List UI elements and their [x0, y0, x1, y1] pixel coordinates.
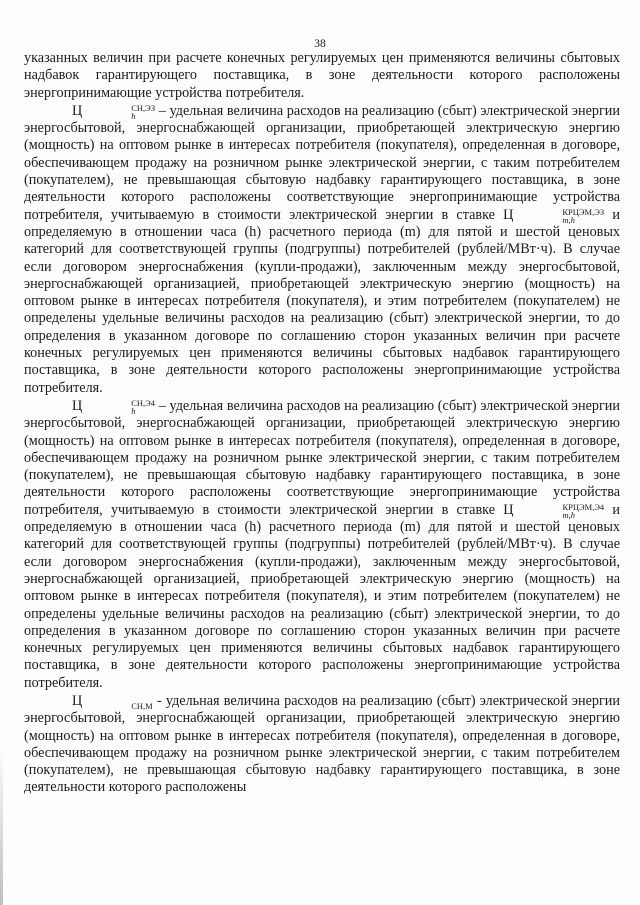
formula-subscript: m,h: [562, 509, 575, 520]
paragraph-text: и определяемую в отношении часа (h) расчетного периода (m) для пятой и шестой ценовых категорий для соответствующей группы (подгруппы) потребителей (рублей/МВт·ч). В случае если договором энергоснабжения (купли-продажи), заключенным между энергосбытовой, энергоснабжающей организацией, приобретающей электрическую энергию (мощность) на оптовом рынке в интересах потребителя (покупателя), и этим потребителем (покупателем) не определены удельные величины расходов на реализацию (сбыт) электрической энергии, то до определения в указанном договоре по соглашению сторон указанных величин при расчете конечных регулируемых цен применяются величины сбытовых надбавок гарантирующего поставщика, в зоне деятельности которого расположены энергопринимающие устройства потребителя.: [24, 206, 621, 396]
formula-indices: [514, 503, 604, 519]
paragraph-text: – удельная величина расходов на реализацию (сбыт) электрической энергии энергосбытовой, энергоснабжающей организации, приобретающей электрическую энергию (мощность) на оптовом рынке в интересах потребителя (покупателя), определенная в договоре, обеспечивающем продажу на розничном рынке электрической энергии, с таким потребителем (покупателем), не превышающая сбытовую надбавку гарантирующего поставщика, в зоне деятельности которого расположены соответствующие энергопринимающие устройства потребителя, учитываемую в стоимости электрической энергии в ставке: [24, 102, 620, 223]
paragraph-cn-e4: [24, 398, 620, 692]
paragraph-cn-e3: [24, 103, 620, 397]
formula-subscript: h: [131, 110, 136, 121]
paragraph-text: и определяемую в отношении часа (h) расчетного периода (m) для пятой и шестой ценовых категорий для соответствующей группы (подгруппы) потребителей (рублей/МВт·ч). В случае если договором энергоснабжения (купли-продажи), заключенным между энергосбытовой, энергоснабжающей организацией, приобретающей электрическую энергию (мощность) на оптовом рынке в интересах потребителя (покупателя), и этим потребителем (покупателем) не определены удельные величины расходов на реализацию (сбыт) электрической энергии, то до определения в указанном договоре по соглашению сторон указанных величин при расчете конечных регулируемых цен применяются величины сбытовых надбавок гарантирующего поставщика, в зоне деятельности которого расположены энергопринимающие устройства потребителя.: [24, 501, 621, 691]
formula-indices: [83, 702, 153, 710]
formula-subscript: m,h: [562, 214, 575, 225]
scan-shadow: [0, 745, 3, 905]
formula-superscript: СН,М: [131, 700, 153, 711]
formula-superscript: КРЦЭМ,Э4: [562, 501, 605, 512]
page-number: 38: [314, 38, 326, 50]
paragraph-continuation: указанных величин при расчете конечных регулируемых цен применяются величины сбытовых надбавок гарантирующего поставщика, в зоне деятельности которого расположены энергопринимающие устройства потребителя.: [24, 50, 620, 101]
formula-symbol: Ц: [72, 102, 83, 119]
paragraph-cn-m: [24, 693, 620, 797]
formula-indices: [83, 104, 155, 120]
paragraph-text: - удельная величина расходов на реализацию (сбыт) электрической энергии энергосбытовой, энергоснабжающей организации, приобретающей электрическую энергию (мощность) на оптовом рынке в интересах потребителя (покупателя), определенная в договоре, обеспечивающем продажу на розничном рынке электрической энергии, с таким потребителем (покупателем), не превышающая сбытовую надбавку гарантирующего поставщика, в зоне деятельности которого расположены: [24, 692, 620, 796]
formula-symbol: Ц: [503, 501, 514, 518]
formula-indices: [514, 208, 604, 224]
formula-subscript: h: [131, 405, 136, 416]
formula-symbol: Ц: [503, 206, 514, 223]
formula-superscript: СН,ЭЗ: [131, 102, 156, 113]
paragraph-text: – удельная величина расходов на реализацию (сбыт) электрической энергии энергосбытовой, энергоснабжающей организации, приобретающей электрическую энергию (мощность) на оптовом рынке в интересах потребителя (покупателя), определенная в договоре, обеспечивающем продажу на розничном рынке электрической энергии, с таким потребителем (покупателем), не превышающая сбытовую надбавку гарантирующего поставщика, в зоне деятельности которого расположены соответствующие энергопринимающие устройства потребителя, учитываемую в стоимости электрической энергии в ставке: [24, 397, 620, 518]
formula-symbol: Ц: [72, 397, 83, 414]
document-body: [24, 50, 620, 797]
formula-superscript: СН,Э4: [131, 397, 156, 408]
formula-indices: [83, 399, 155, 415]
formula-superscript: КРЦЭМ,ЭЗ: [562, 206, 605, 217]
formula-symbol: Ц: [72, 692, 83, 709]
